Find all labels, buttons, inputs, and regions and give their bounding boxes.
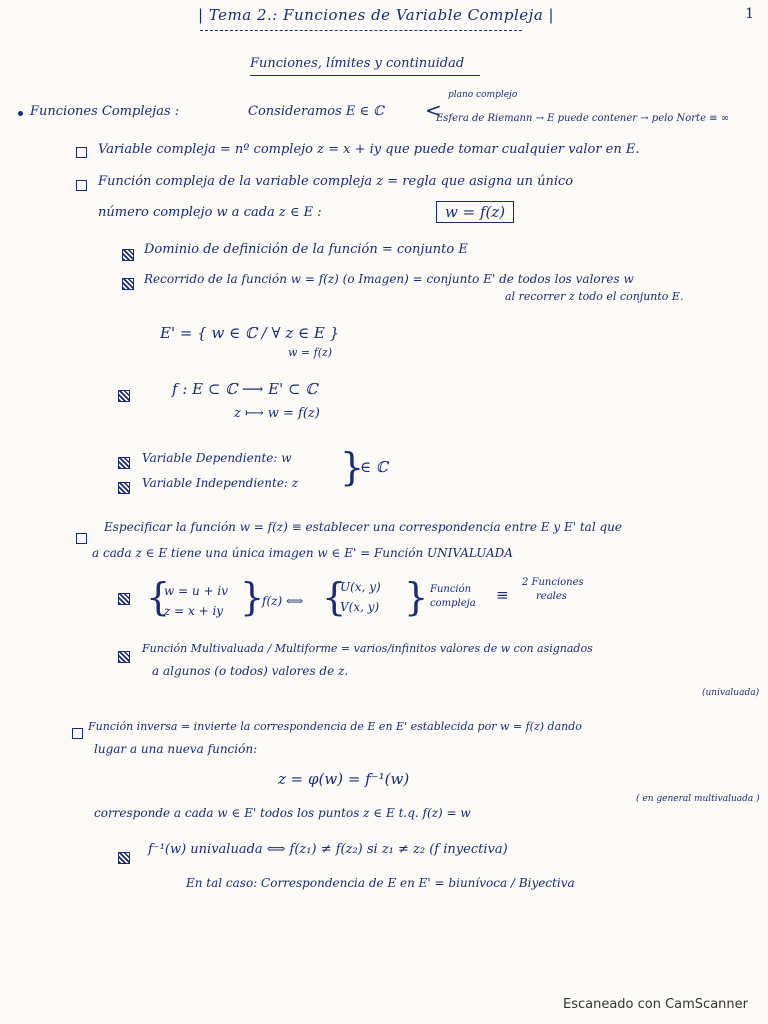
system-middle: f(z) ⟺	[262, 594, 304, 608]
checkbox-icon	[76, 147, 87, 158]
variable-dependiente: Variable Dependiente: w	[142, 451, 292, 465]
camscanner-watermark: Escaneado con CamScanner	[562, 997, 748, 1012]
checkbox-icon	[76, 533, 87, 544]
especificar-line2: a cada z ∈ E tiene una única imagen w ∈ E' = Función UNIVALUADA	[92, 546, 513, 560]
title-dashed-underline	[200, 30, 522, 31]
w-equals-fz-box: w = f(z)	[436, 201, 514, 223]
page-number: 1	[745, 6, 754, 22]
hatched-box-icon	[118, 651, 130, 663]
bleed-through-mark	[300, 440, 304, 454]
inversa-line1: Función inversa = invierte la correspondencia de E en E' establecida por w = f(z) dando	[88, 720, 582, 733]
in-c-label: ∈ ℂ	[360, 458, 388, 476]
biunivoca-text: En tal caso: Correspondencia de E en E' = biunívoca / Biyectiva	[186, 876, 575, 890]
branch-angle: <	[425, 98, 442, 122]
funcion-compleja-line2: número complejo w a cada z ∈ E :	[98, 205, 322, 220]
mapping-line1: f : E ⊂ ℂ ⟶ E' ⊂ ℂ	[172, 380, 318, 398]
left-brace: {	[146, 575, 171, 619]
multivaluada-line2: a algunos (o todos) valores de z.	[152, 664, 349, 678]
funcion-compleja-label-1: Función	[430, 584, 472, 595]
funcion-compleja-line1: Función compleja de la variable compleja z = regla que asigna un único	[98, 174, 574, 189]
funcion-compleja-label-2: compleja	[430, 598, 476, 609]
consideramos-text: Consideramos E ∈ ℂ	[248, 104, 384, 119]
funciones-label: Funciones Complejas :	[30, 104, 180, 119]
eprime-set-definition: E' = { w ∈ ℂ / ∀ z ∈ E }	[160, 324, 340, 342]
right-brace: }	[340, 445, 365, 489]
left-brace: {	[322, 575, 347, 619]
dos-funciones-line1: 2 Funciones	[522, 577, 584, 588]
system-left-line1: w = u + iv	[164, 584, 228, 598]
multivaluada-line1: Función Multivaluada / Multiforme = varios/infinitos valores de w con asignados	[142, 642, 593, 655]
hatched-box-icon	[122, 249, 134, 261]
right-brace: }	[240, 575, 265, 619]
system-right-line2: V(x, y)	[340, 600, 380, 614]
recorrido-line1: Recorrido de la función w = f(z) (o Imagen) = conjunto E' de todos los valores w	[144, 272, 634, 286]
variable-compleja-text: Variable compleja = nº complejo z = x + iy que puede tomar cualquier valor en E.	[98, 142, 640, 157]
dominio-text: Dominio de definición de la función = conjunto E	[144, 242, 468, 257]
hatched-box-icon	[118, 457, 130, 469]
dos-funciones-line2: reales	[536, 591, 567, 602]
corresponde-text: corresponde a cada w ∈ E' todos los puntos z ∈ E t.q. f(z) = w	[94, 806, 471, 820]
inyectiva-text: f⁻¹(w) univaluada ⟺ f(z₁) ≠ f(z₂) si z₁ ≠ z₂ (f inyectiva)	[148, 842, 508, 857]
hatched-box-icon	[122, 278, 134, 290]
eprime-set-subscript: w = f(z)	[288, 346, 333, 359]
univaluada-note: (univaluada)	[702, 688, 760, 698]
inversa-line2: lugar a una nueva función:	[94, 742, 258, 756]
hatched-box-icon	[118, 390, 130, 402]
bullet-dot	[18, 111, 23, 116]
checkbox-icon	[72, 728, 83, 739]
plano-complejo-note: plano complejo	[448, 90, 518, 100]
system-left-line2: z = x + iy	[164, 604, 224, 618]
hatched-box-icon	[118, 852, 130, 864]
inversa-formula: z = φ(w) = f⁻¹(w)	[278, 770, 410, 788]
esfera-riemann-text: Esfera de Riemann → E puede contener → pelo Norte ≡ ∞	[436, 113, 730, 124]
page-title: | Tema 2.: Funciones de Variable Compleja |	[198, 6, 555, 24]
variable-independiente: Variable Independiente: z	[142, 476, 299, 490]
hatched-box-icon	[118, 482, 130, 494]
hatched-box-icon	[118, 593, 130, 605]
en-general-note: ( en general multivaluada )	[636, 794, 760, 804]
section-underline	[250, 75, 480, 76]
equivalence-symbol: ≡	[496, 586, 509, 604]
section-title: Funciones, límites y continuidad	[250, 56, 465, 71]
especificar-line1: Especificar la función w = f(z) ≡ establecer una correspondencia entre E y E' tal que	[104, 520, 622, 534]
right-brace: }	[404, 575, 429, 619]
recorrido-line2: al recorrer z todo el conjunto E.	[505, 290, 684, 303]
mapping-line2: z ⟼ w = f(z)	[234, 406, 320, 421]
checkbox-icon	[76, 180, 87, 191]
system-right-line1: U(x, y)	[340, 580, 381, 594]
